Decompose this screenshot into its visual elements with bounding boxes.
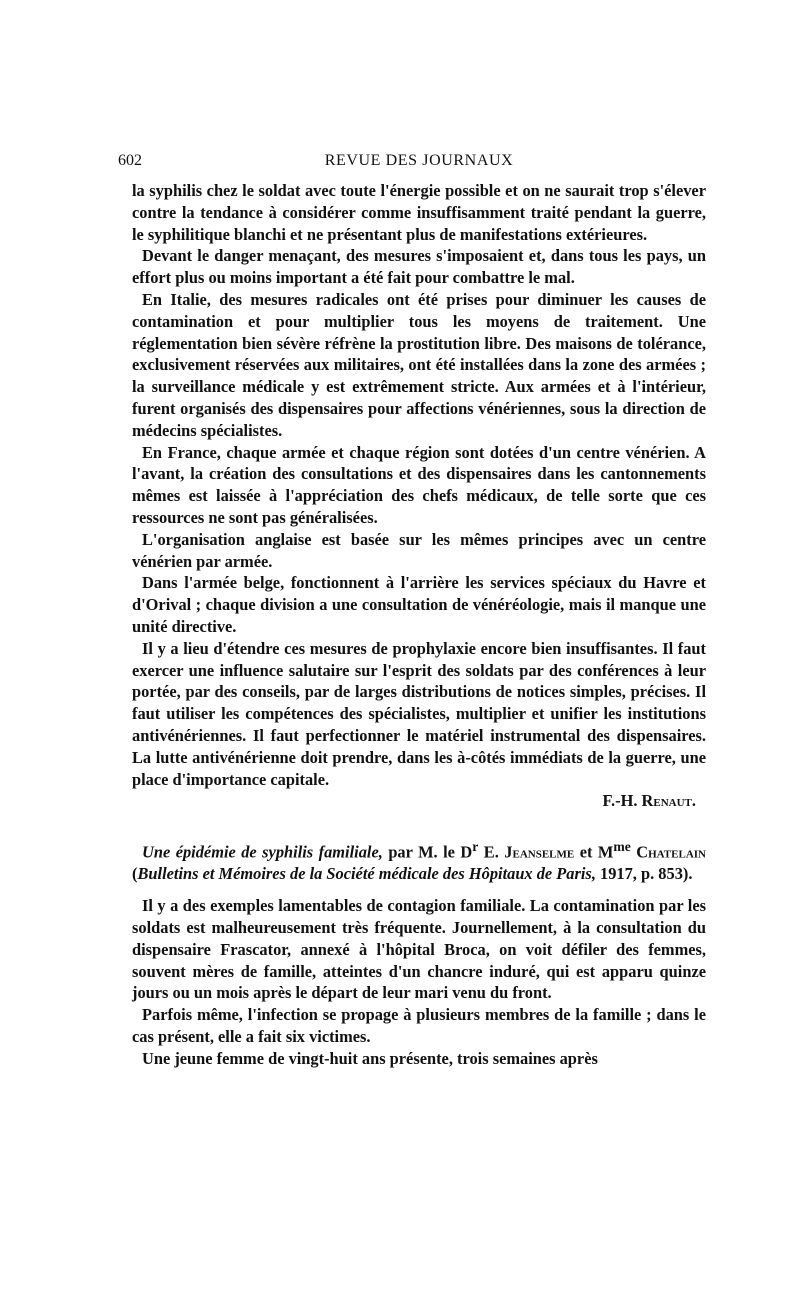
paragraph: la syphilis chez le soldat avec toute l'énergie possible et on ne saurait trop s'élever contre la tendance à considérer comme insuffisamment traité pendant la guerre, le syphilitique blanchi et ne présentant plus de manifestations extérieures. [132,181,706,244]
reference-mme-sup: me [613,839,631,855]
paragraph: En France, chaque armée et chaque région sont dotées d'un centre vénérien. A l'avant, la création des consultations et des dispensaires dans les cantonnements mêmes est laissée à l'appréciation des chefs médicaux, de telle sorte que ces ressources ne sont pas généralisées. [132,442,706,527]
paragraph: Devant le danger menaçant, des mesures s'imposaient et, dans tous les pays, un effort plus ou moins important a été fait pour combattre le mal. [132,246,706,288]
reference-details: 1917, p. 853). [595,864,693,884]
page [118,150,706,1070]
paragraph: Dans l'armée belge, fonctionnent à l'arrière les services spéciaux du Havre et d'Orival ; chaque division a une consultation de vénéréologie, mais il manque une unité directive. [132,573,706,636]
paragraph: Une jeune femme de vingt-huit ans présente, trois semaines après [142,1048,598,1068]
reference-source: Bulletins et Mémoires de la Société médicale des Hôpitaux de Paris, [137,864,596,884]
paragraph: Parfois même, l'infection se propage à plusieurs membres de la famille ; dans le cas présent, elle a fait six victimes. [132,1005,706,1046]
reference-open-paren: ( [132,864,138,884]
paragraph: Il y a lieu d'étendre ces mesures de prophylaxie encore bien insuffisantes. Il faut exercer une influence salutaire sur l'esprit des soldats par des conférences à leur portée, par des conseils, par de larges distributions de notices simples, précises. Il faut utiliser les compétences des spécialistes, multiplier et unifier les institutions antivénériennes. Il faut perfectionner le matériel instrumental des dispensaires. La lutte antivénérienne doit prendre, dans les à-côtés immédiats de la guerre, une place d'importance capitale. [132,638,706,789]
reference-author-1: E. Jeanselme [478,842,575,862]
paragraph: En Italie, des mesures radicales ont été prises pour diminuer les causes de contamination et pour multiplier tous les moyens de traitement. Une réglementation bien sévère réfrène la prostitution libre. Des maisons de tolérance, exclusivement réservées aux militaires, ont été installées dans la zone des armées ; la surveillance médicale y est extrêmement stricte. Aux armées et à l'intérieur, furent organisés des dispensaires pour affections vénériennes, sous la direction de médecins spécialistes. [132,289,706,440]
journal-title: REVUE DES JOURNAUX [324,152,514,169]
page-number: 602 [118,152,142,169]
reference-and: et M [574,842,614,862]
article-title: Une épidémie de syphilis familiale, [142,842,383,862]
paragraph: Il y a des exemples lamentables de contagion familiale. La contamination par les soldats est malheureusement très fréquente. Journellement, à la consultation du dispensaire Frascator, annexé à l'hôpital Broca, on voit défiler des femmes, souvent mères de famille, atteintes d'un chancre induré, qui est apparu quinze jours ou un mois après le départ de leur mari venu du front. [132,896,706,1003]
reference-dr-sup: r [472,839,479,855]
author-signature: F.-H. Renaut. [602,791,696,811]
article-reference [132,836,706,885]
paragraph: L'organisation anglaise est basée sur les mêmes principes avec un centre vénérien par armée. [132,529,706,571]
reference-author-2: Chatelain [630,842,706,862]
reference-by: par M. le D [382,842,473,862]
running-head [118,150,706,172]
